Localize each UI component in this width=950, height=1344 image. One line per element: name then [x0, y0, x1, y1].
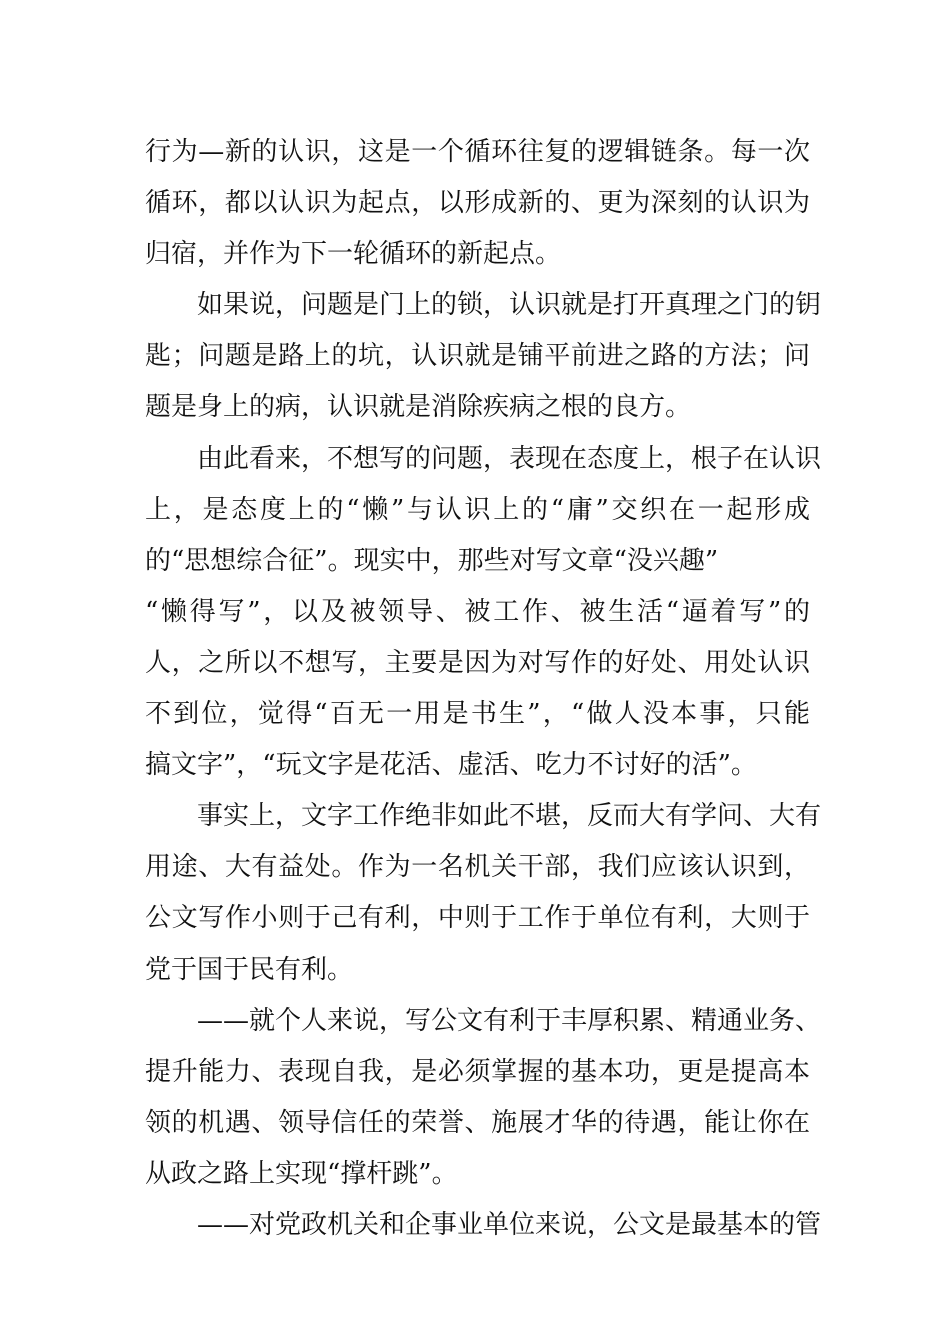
text-line: 题是身上的病，认识就是消除疾病之根的良方。 — [145, 392, 692, 423]
text-line: 党于国于民有利。 — [145, 954, 354, 985]
text-line: 人，之所以不想写，主要是因为对写作的好处、用处认识 — [145, 647, 810, 678]
text-line: 循环，都以认识为起点，以形成新的、更为深刻的认识为 — [145, 188, 810, 219]
text-line: 的“思想综合征”。现实中，那些对写文章“没兴趣” — [145, 545, 719, 576]
text-line: 公文写作小则于己有利，中则于工作于单位有利，大则于 — [145, 903, 810, 934]
text-line: 从政之路上实现“撑杆跳”。 — [145, 1158, 458, 1189]
text-line: 事实上，文字工作绝非如此不堪，反而大有学问、大有 — [145, 801, 822, 832]
text-line: 上，是态度上的“懒”与认识上的“庸”交织在一起形成 — [145, 494, 810, 525]
text-line: 如果说，问题是门上的锁，认识就是打开真理之门的钥 — [145, 290, 822, 321]
text-line: 行为—新的认识，这是一个循环往复的逻辑链条。每一次 — [145, 137, 810, 167]
document-body — [145, 127, 822, 1251]
text-line: “懒得写”，以及被领导、被工作、被生活“逼着写”的 — [145, 596, 810, 627]
text-line: 匙；问题是路上的坑，认识就是铺平前进之路的方法；问 — [145, 341, 810, 372]
text-line: ——就个人来说，写公文有利于丰厚积累、精通业务、 — [145, 1005, 822, 1036]
text-line: 不到位，觉得“百无一用是书生”，“做人没本事，只能 — [145, 699, 810, 730]
text-line: 用途、大有益处。作为一名机关干部，我们应该认识到， — [145, 852, 810, 883]
text-line: 归宿，并作为下一轮循环的新起点。 — [145, 239, 562, 270]
text-line: 由此看来，不想写的问题，表现在态度上，根子在认识 — [145, 443, 822, 474]
text-line: ——对党政机关和企事业单位来说，公文是最基本的管 — [145, 1209, 822, 1240]
text-line: 领的机遇、领导信任的荣誉、施展才华的待遇，能让你在 — [145, 1107, 810, 1138]
text-line: 搞文字”，“玩文字是花活、虚活、吃力不讨好的活”。 — [145, 750, 757, 781]
text-line: 提升能力、表现自我，是必须掌握的基本功，更是提高本 — [145, 1056, 810, 1087]
